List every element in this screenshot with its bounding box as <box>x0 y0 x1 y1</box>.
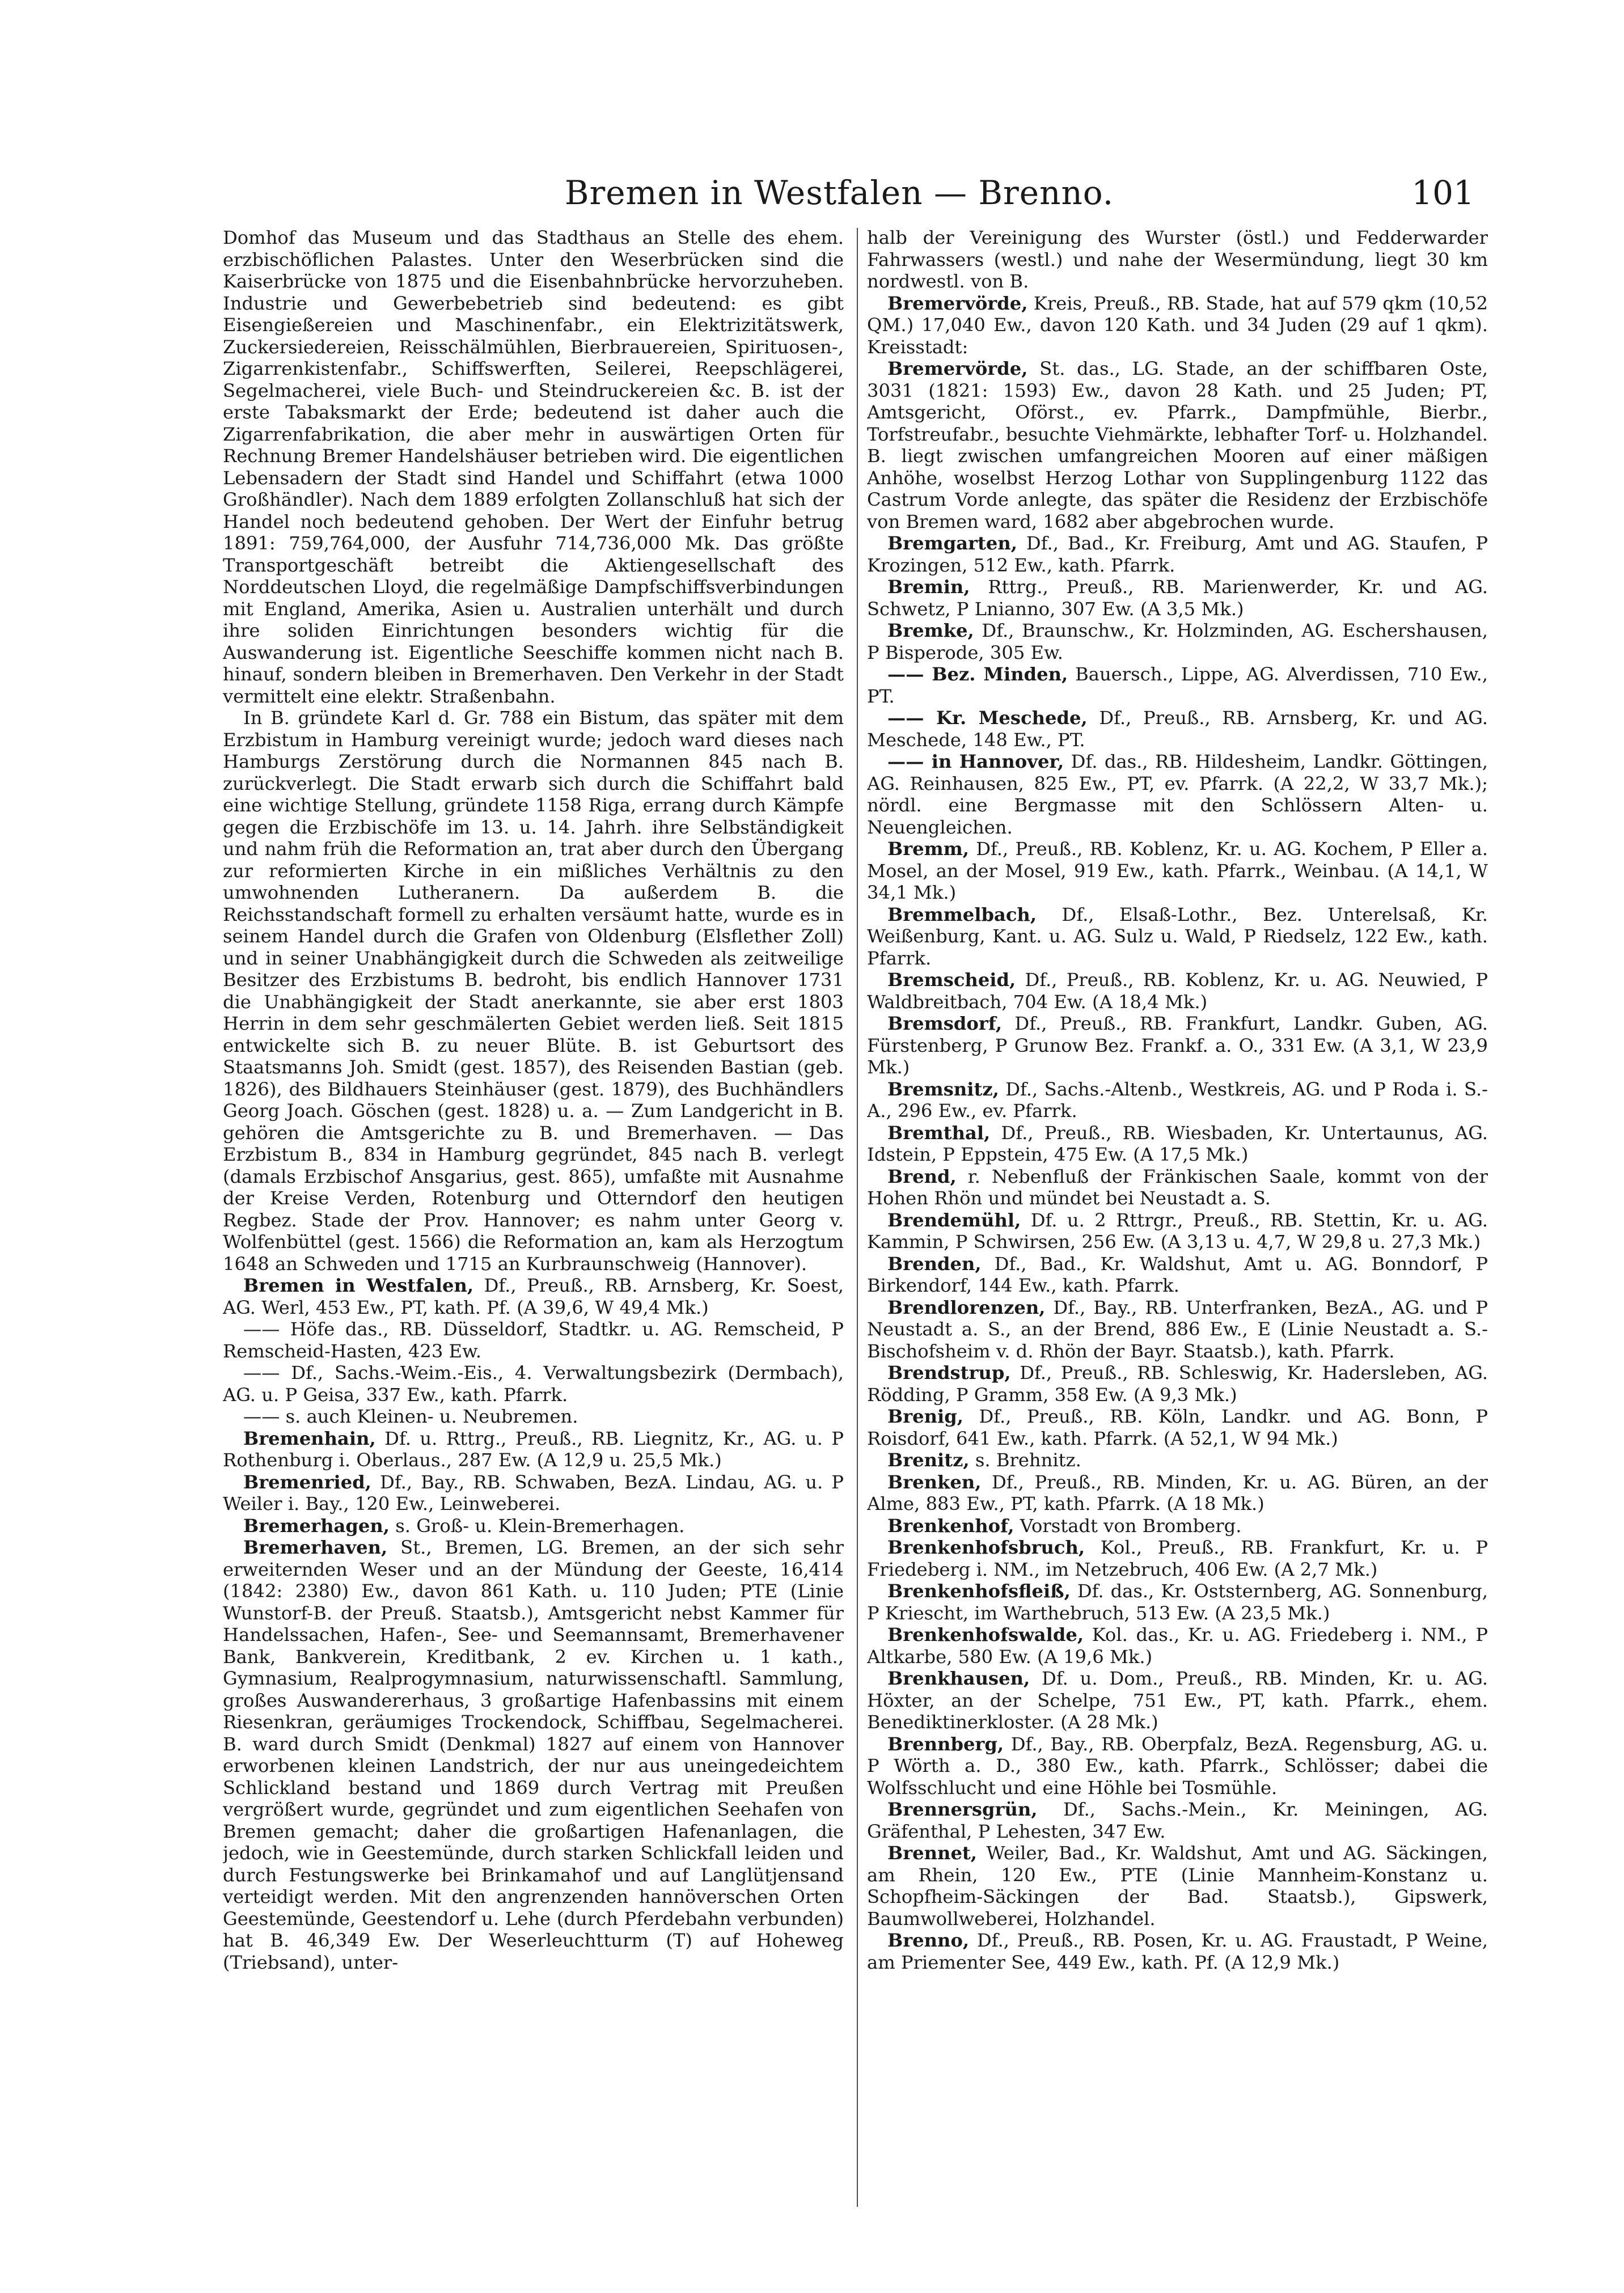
entry-text: In B. gründete Karl d. Gr. 788 ein Bistum, das später mit dem Erzbistum in Hamburg vereinigt wurde; jedoch ward dieses nach Hamburgs Zerstörung durch die Normannen 845 nach B. zurückverlegt. Die Stadt erwarb sich durch die Schiffahrt bald eine wichtige Stellung, gründete 1158 Riga, errang durch Kämpfe gegen die Erzbischöfe im 13. u. 14. Jahrh. ihre Selbständigkeit und nahm früh die Reformation an, trat aber durch den Übergang zur reformierten Kirche in ein mißliches Verhältnis zu den umwohnenden Lutheranern. Da außerdem B. die Reichsstandschaft formell zu erhalten versäumt hatte, wurde es in seinem Handel durch die Grafen von Oldenburg (Elsflether Zoll) und in seiner Unabhängigkeit durch die Schweden als zeitweilige Besitzer des Erzbistums B. bedroht, bis endlich Hannover 1731 die Unabhängigkeit der Stadt anerkannte, sie aber erst 1803 Herrin in dem sehr geschmälerten Gebiet werden ließ. Seit 1815 entwickelte sich B. zu neuer Blüte. B. ist Geburtsort des Staatsmanns Joh. Smidt (gest. 1857), des Reisenden Bastian (geb. 1826), des Bildhauers Steinhäuser (gest. 1879), des Buchhändlers Georg Joach. Göschen (gest. 1828) u. a. — Zum Landgericht in B. gehören die Amtsgerichte zu B. und Bremerhaven. — Das Erzbistum B., 834 in Hamburg gegründet, 845 nach B. verlegt (damals Erzbischof Ansgarius, gest. 865), umfaßte mit Ausnahme der Kreise Verden, Rotenburg und Otterndorf den heutigen Regbez. Stade der Prov. Hannover; es nahm unter Georg v. Wolfenbüttel (gest. 1566) die Reformation an, kam als Herzogtum 1648 an Schweden und 1715 an Kurbraunschweig (Hannover). <box>223 707 844 1275</box>
entry-headword: Bremerhagen, <box>243 1514 390 1537</box>
gazetteer-entry <box>867 663 1488 707</box>
entry-headword: Brendlorenzen, <box>887 1296 1046 1318</box>
entry-text: Df. u. Dom., Preuß., RB. Minden, Kr. u. AG. Höxter, an der Schelpe, 751 Ew., PT, kath. Pfarrk., ehem. Benediktinerkloster. (A 28 Mk.) <box>867 1668 1488 1733</box>
entry-headword: Brenken, <box>887 1471 982 1493</box>
entry-headword: Brend, <box>887 1165 957 1187</box>
entry-headword: Brenitz, <box>887 1449 970 1471</box>
page-number: 101 <box>1411 174 1474 212</box>
entry-text: Df., Preuß., RB. Wiesbaden, Kr. Untertaunus, AG. Idstein, P Eppstein, 475 Ew. (A 17,5 Mk.) <box>867 1122 1488 1165</box>
entry-headword: Brennet, <box>887 1842 977 1864</box>
gazetteer-entry <box>867 707 1488 751</box>
gazetteer-entry <box>867 1799 1488 1842</box>
entry-headword: Bremsdorf, <box>887 1013 1003 1034</box>
entry-headword: Brenkenhofsfleiß, <box>887 1580 1071 1602</box>
entry-text: Df., Preuß., RB. Köln, Landkr. und AG. Bonn, P Roisdorf, 641 Ew., kath. Pfarrk. (A 52,1, W 94 Mk.) <box>867 1406 1488 1449</box>
gazetteer-entry <box>867 1733 1488 1799</box>
gazetteer-entry <box>867 1449 1488 1471</box>
entry-text: Bauersch., Lippe, AG. Alverdissen, 710 Ew., PT. <box>867 663 1488 707</box>
gazetteer-entry <box>867 1078 1488 1122</box>
entry-text: Df., Preuß., RB. Schleswig, Kr. Hadersleben, AG. Rödding, P Gramm, 358 Ew. (A 9,3 Mk.) <box>867 1362 1488 1406</box>
entry-headword: Bremervörde, <box>887 358 1028 379</box>
gazetteer-entry <box>223 707 844 1275</box>
entry-text: —— s. auch Kleinen- u. Neubremen. <box>243 1406 578 1427</box>
gazetteer-entry <box>867 1515 1488 1537</box>
entry-text: —— Df., Sachs.-Weim.-Eis., 4. Verwaltungsbezirk (Dermbach), AG. u. P Geisa, 337 Ew., kath. Pfarrk. <box>223 1362 844 1406</box>
gazetteer-entry <box>867 576 1488 620</box>
entry-text: Df., Braunschw., Kr. Holzminden, AG. Eschershausen, P Bisperode, 305 Ew. <box>867 620 1488 663</box>
running-head <box>204 168 1474 225</box>
gazetteer-entry <box>867 1406 1488 1449</box>
entry-headword: Brenno, <box>887 1930 970 1951</box>
entry-text: Df., Preuß., RB. Minden, Kr. u. AG. Büren, an der Alme, 883 Ew., PT, kath. Pfarrk. (A 18 Mk.) <box>867 1471 1488 1514</box>
entry-headword: Bremin, <box>887 576 970 598</box>
entry-headword: Brenkenhof, <box>887 1514 1014 1537</box>
running-title: Bremen in Westfalen — Brenno. <box>564 174 1114 212</box>
right-column <box>867 227 1488 2211</box>
gazetteer-entry <box>867 1253 1488 1297</box>
entry-headword: Bremm, <box>887 838 969 860</box>
entry-headword: Brenkenhofsbruch, <box>887 1537 1085 1558</box>
entry-text: Rttrg., Preuß., RB. Marienwerder, Kr. und AG. Schwetz, P Lnianno, 307 Ew. (A 3,5 Mk.) <box>867 576 1488 620</box>
gazetteer-entry <box>223 1537 844 1973</box>
entry-headword: Bremthal, <box>887 1122 991 1144</box>
entry-text: St., Bremen, LG. Bremen, an der sich sehr erweiternden Weser und an der Mündung der Geeste, 16,414 (1842: 2380) Ew., davon 861 Kath. u. 110 Juden; PTE (Linie Wunstorf-B. der Preuß. Staatsb.), Amtsgericht nebst Kammer für Handelssachen, Hafen-, See- und Seemannsamt, Bremerhavener Bank, Bankverein, Kreditbank, 2 ev. Kirchen u. 1 kath., Gymnasium, Realprogymnasium, naturwissenschaftl. Sammlung, großes Auswandererhaus, 3 großartige Hafenbassins mit einem Riesenkran, geräumiges Trockendock, Schiffbau, Segelmacherei. B. ward durch Smidt (Denkmal) 1827 auf einem von Hannover erworbenen kleinen Landstrich, der nur aus uneingedeichtem Schlickland bestand und 1869 durch Vertrag mit Preußen vergrößert wurde, gegründet und zum eigentlichen Seehafen von Bremen gemacht; daher die großartigen Hafenanlagen, die jedoch, wie in Geestemünde, durch starken Schlickfall leiden und durch Festungswerke bei Brinkamahof und auf Langlütjensand verteidigt werden. Mit den angrenzenden hannöverschen Orten Geestemünde, Geestendorf u. Lehe (durch Pferdebahn verbunden) hat B. 46,349 Ew. Der Weserleuchtturm (T) auf Hoheweg (Triebsand), unter- <box>223 1537 844 1973</box>
entry-text: Df., Preuß., RB. Arnsberg, Kr. und AG. Meschede, 148 Ew., PT. <box>867 707 1488 751</box>
entry-text: Df., Bad., Kr. Waldshut, Amt u. AG. Bonndorf, P Birkendorf, 144 Ew., kath. Pfarrk. <box>867 1253 1488 1296</box>
entry-headword: Brenkenhofswalde, <box>887 1624 1084 1645</box>
gazetteer-entry <box>867 1624 1488 1668</box>
entry-text: Df., Preuß., RB. Frankfurt, Landkr. Guben, AG. Fürstenberg, P Grunow Bez. Frankf. a. O., 331 Ew. (A 3,1, W 23,9 Mk.) <box>867 1013 1488 1078</box>
gazetteer-entry <box>867 620 1488 663</box>
entry-text: Df., Sachs.-Mein., Kr. Meiningen, AG. Gräfenthal, P Lehesten, 347 Ew. <box>867 1799 1488 1842</box>
entry-text: Df. u. 2 Rttrgr., Preuß., RB. Stettin, Kr. u. AG. Kammin, P Schwirsen, 256 Ew. (A 3,13 u. 4,7, W 29,8 u. 27,3 Mk.) <box>867 1209 1488 1253</box>
gazetteer-entry <box>867 358 1488 532</box>
entry-text: Kreis, Preuß., RB. Stade, hat auf 579 qkm (10,52 QM.) 17,040 Ew., davon 120 Kath. und 34 Juden (29 auf 1 qkm). Kreisstadt: <box>867 292 1488 358</box>
entry-text: Df. u. Rttrg., Preuß., RB. Liegnitz, Kr., AG. u. P Rothenburg i. Oberlaus., 287 Ew. (A 12,9 u. 25,5 Mk.) <box>223 1427 844 1471</box>
entry-headword: Bremmelbach, <box>887 903 1037 925</box>
entry-text: —— Höfe das., RB. Düsseldorf, Stadtkr. u. AG. Remscheid, P Remscheid-Hasten, 423 Ew. <box>223 1318 844 1362</box>
gazetteer-entry <box>867 1668 1488 1733</box>
entry-text: Df., Bay., RB. Oberpfalz, BezA. Regensburg, AG. u. P Wörth a. D., 380 Ew., kath. Pfarrk., Schlösser; dabei die Wolfsschlucht und eine Höhle bei Tosmühle. <box>867 1733 1488 1799</box>
entry-headword: —— Kr. Meschede, <box>887 707 1088 729</box>
entry-headword: Bremke, <box>887 620 974 641</box>
entry-headword: Bremervörde, <box>887 292 1028 314</box>
left-column <box>223 227 844 2211</box>
gazetteer-entry <box>867 838 1488 904</box>
entry-text: Df. das., RB. Hildesheim, Landkr. Göttingen, AG. Reinhausen, 825 Ew., PT, ev. Pfarrk. (A 22,2, W 33,7 Mk.); nördl. eine Bergmasse mit den Schlössern Alten- u. Neuengleichen. <box>867 751 1488 838</box>
gazetteer-entry <box>867 532 1488 576</box>
entry-text: St. das., LG. Stade, an der schiffbaren Oste, 3031 (1821: 1593) Ew., davon 28 Kath. und 25 Juden; PT, Amtsgericht, Oförst., ev. Pfarrk., Dampfmühle, Bierbr., Torfstreufabr., besuchte Viehmärkte, lebhafter Torf- u. Holzhandel. B. liegt zwischen umfangreichen Mooren auf einer mäßigen Anhöhe, woselbst Herzog Lothar von Supplingenburg 1122 das Castrum Vorde anlegte, das später die Residenz der Erzbischöfe von Bremen ward, 1682 aber abgebrochen wurde. <box>867 358 1488 532</box>
gazetteer-entry <box>867 751 1488 838</box>
entry-text: Df., Preuß., RB. Koblenz, Kr. u. AG. Kochem, P Eller a. Mosel, an der Mosel, 919 Ew., kath. Pfarrk., Weinbau. (A 14,1, W 34,1 Mk.) <box>867 838 1488 903</box>
gazetteer-entry <box>223 1515 844 1537</box>
entry-text: Weiler, Bad., Kr. Waldshut, Amt und AG. Säckingen, am Rhein, 120 Ew., PTE (Linie Mannheim-Konstanz u. Schopfheim-Säckingen der Bad. Staatsb.), Gipswerk, Baumwollweberei, Holzhandel. <box>867 1842 1488 1930</box>
entry-headword: Brennersgrün, <box>887 1799 1038 1820</box>
entry-headword: —— in Hannover, <box>887 751 1064 772</box>
entry-headword: Brenden, <box>887 1253 982 1275</box>
entry-text: s. Brehnitz. <box>975 1449 1081 1471</box>
entry-text: Df., Sachs.-Altenb., Westkreis, AG. und P Roda i. S.-A., 296 Ew., ev. Pfarrk. <box>867 1078 1488 1122</box>
gazetteer-entry <box>867 227 1488 293</box>
gazetteer-entry <box>223 1275 844 1318</box>
entry-text: halb der Vereinigung des Wurster (östl.) und Fedderwarder Fahrwassers (westl.) und nahe der Wesermündung, liegt 30 km nordwestl. von B. <box>867 227 1488 292</box>
entry-text: Df. das., Kr. Oststernberg, AG. Sonnenburg, P Kriescht, im Warthebruch, 513 Ew. (A 23,5 Mk.) <box>867 1580 1488 1624</box>
gazetteer-entry <box>223 1428 844 1471</box>
entry-text: Domhof das Museum und das Stadthaus an Stelle des ehem. erzbischöflichen Palastes. Unter den Weserbrücken sind die Kaiserbrücke von 1875 und die Eisenbahnbrücke hervorzuheben. Industrie und Gewerbebetrieb sind bedeutend: es gibt Eisengießereien und Maschinenfabr., ein Elektrizitätswerk, Zuckersiedereien, Reisschälmühlen, Bierbrauereien, Spirituosen-, Zigarrenkistenfabr., Schiffswerften, Seilerei, Reepschlägerei, Segelmacherei, viele Buch- und Steindruckereien &c. B. ist der erste Tabaksmarkt der Erde; bedeutend ist daher auch die Zigarrenfabrikation, die aber mehr in auswärtigen Orten für Rechnung Bremer Handelshäuser betrieben wird. Die eigentlichen Lebensadern der Stadt sind Handel und Schiffahrt (etwa 1000 Großhändler). Nach dem 1889 erfolgten Zollanschluß hat sich der Handel noch bedeutend gehoben. Der Wert der Einfuhr betrug 1891: 759,764,000, der Ausfuhr 714,736,000 Mk. Das größte Transportgeschäft betreibt die Aktiengesellschaft des Norddeutschen Lloyd, die regelmäßige Dampfschiffsverbindungen mit England, Amerika, Asien u. Australien unterhält und durch ihre soliden Einrichtungen besonders wichtig für die Auswanderung ist. Eigentliche Seeschiffe kommen nicht nach B. hinauf, sondern bleiben in Bremerhaven. Den Verkehr in der Stadt vermittelt eine elektr. Straßenbahn. <box>223 227 844 707</box>
entry-text: Df., Preuß., RB. Koblenz, Kr. u. AG. Neuwied, P Waldbreitbach, 704 Ew. (A 18,4 Mk.) <box>867 969 1488 1013</box>
entry-headword: Bremenried, <box>243 1471 371 1493</box>
gazetteer-entry <box>223 1362 844 1406</box>
gazetteer-entry <box>867 1537 1488 1580</box>
entry-text: Df., Preuß., RB. Arnsberg, Kr. Soest, AG. Werl, 453 Ew., PT, kath. Pf. (A 39,6, W 49,4 Mk.) <box>223 1275 844 1318</box>
entry-headword: Bremgarten, <box>887 532 1017 554</box>
gazetteer-entry <box>223 1471 844 1515</box>
entry-text: Df., Bay., RB. Unterfranken, BezA., AG. und P Neustadt a. S., an der Brend, 886 Ew., E (Linie Neustadt a. S.-Bischofsheim v. d. Rhön der Bayr. Staatsb.), kath. Pfarrk. <box>867 1296 1488 1362</box>
gazetteer-entry <box>867 969 1488 1013</box>
gazetteer-entry <box>867 1362 1488 1406</box>
entry-text: Df., Preuß., RB. Posen, Kr. u. AG. Fraustadt, P Weine, am Priementer See, 449 Ew., kath. Pf. (A 12,9 Mk.) <box>867 1930 1488 1973</box>
entry-text: Kol., Preuß., RB. Frankfurt, Kr. u. P Friedeberg i. NM., im Netzebruch, 406 Ew. (A 2,7 Mk.) <box>867 1537 1488 1580</box>
entry-headword: Bremen in Westfalen, <box>243 1275 474 1296</box>
entry-headword: Bremscheid, <box>887 969 1016 991</box>
gazetteer-entry <box>867 1166 1488 1209</box>
gazetteer-entry <box>867 293 1488 358</box>
gazetteer-entry <box>867 1842 1488 1930</box>
gazetteer-entry <box>867 1297 1488 1363</box>
entry-text: r. Nebenfluß der Fränkischen Saale, kommt von der Hohen Rhön und mündet bei Neustadt a. S. <box>867 1165 1488 1209</box>
gazetteer-entry <box>867 1122 1488 1166</box>
entry-text: Df., Bay., RB. Schwaben, BezA. Lindau, AG. u. P Weiler i. Bay., 120 Ew., Leinweberei. <box>223 1471 844 1514</box>
entry-headword: Brenig, <box>887 1406 963 1427</box>
gazetteer-entry <box>223 1318 844 1362</box>
gazetteer-entry <box>867 1580 1488 1624</box>
entry-text: s. Groß- u. Klein-Bremerhagen. <box>395 1514 685 1537</box>
entry-headword: Bremsnitz, <box>887 1078 999 1100</box>
gazetteer-entry <box>867 1013 1488 1078</box>
entry-headword: —— Bez. Minden, <box>887 663 1068 685</box>
entry-headword: Brenkhausen, <box>887 1668 1030 1689</box>
entry-text: Vorstadt von Bromberg. <box>1020 1514 1242 1537</box>
gazetteer-entry <box>867 1930 1488 1973</box>
column-divider <box>857 228 858 2207</box>
entry-headword: Bremenhain, <box>243 1427 376 1449</box>
entry-headword: Brennberg, <box>887 1733 1004 1755</box>
entry-headword: Bremerhaven, <box>243 1537 388 1558</box>
gazetteer-entry <box>867 1209 1488 1253</box>
gazetteer-entry <box>223 227 844 707</box>
entry-text: Df., Bad., Kr. Freiburg, Amt und AG. Staufen, P Krozingen, 512 Ew., kath. Pfarrk. <box>867 532 1488 576</box>
entry-text: Kol. das., Kr. u. AG. Friedeberg i. NM., P Altkarbe, 580 Ew. (A 19,6 Mk.) <box>867 1624 1488 1668</box>
gazetteer-entry <box>867 1471 1488 1515</box>
entry-text: Df., Elsaß-Lothr., Bez. Unterelsaß, Kr. Weißenburg, Kant. u. AG. Sulz u. Wald, P Riedselz, 122 Ew., kath. Pfarrk. <box>867 903 1488 969</box>
entry-headword: Brendstrup, <box>887 1362 1011 1384</box>
gazetteer-entry <box>867 904 1488 970</box>
entry-headword: Brendemühl, <box>887 1209 1021 1231</box>
gazetteer-entry <box>223 1406 844 1428</box>
